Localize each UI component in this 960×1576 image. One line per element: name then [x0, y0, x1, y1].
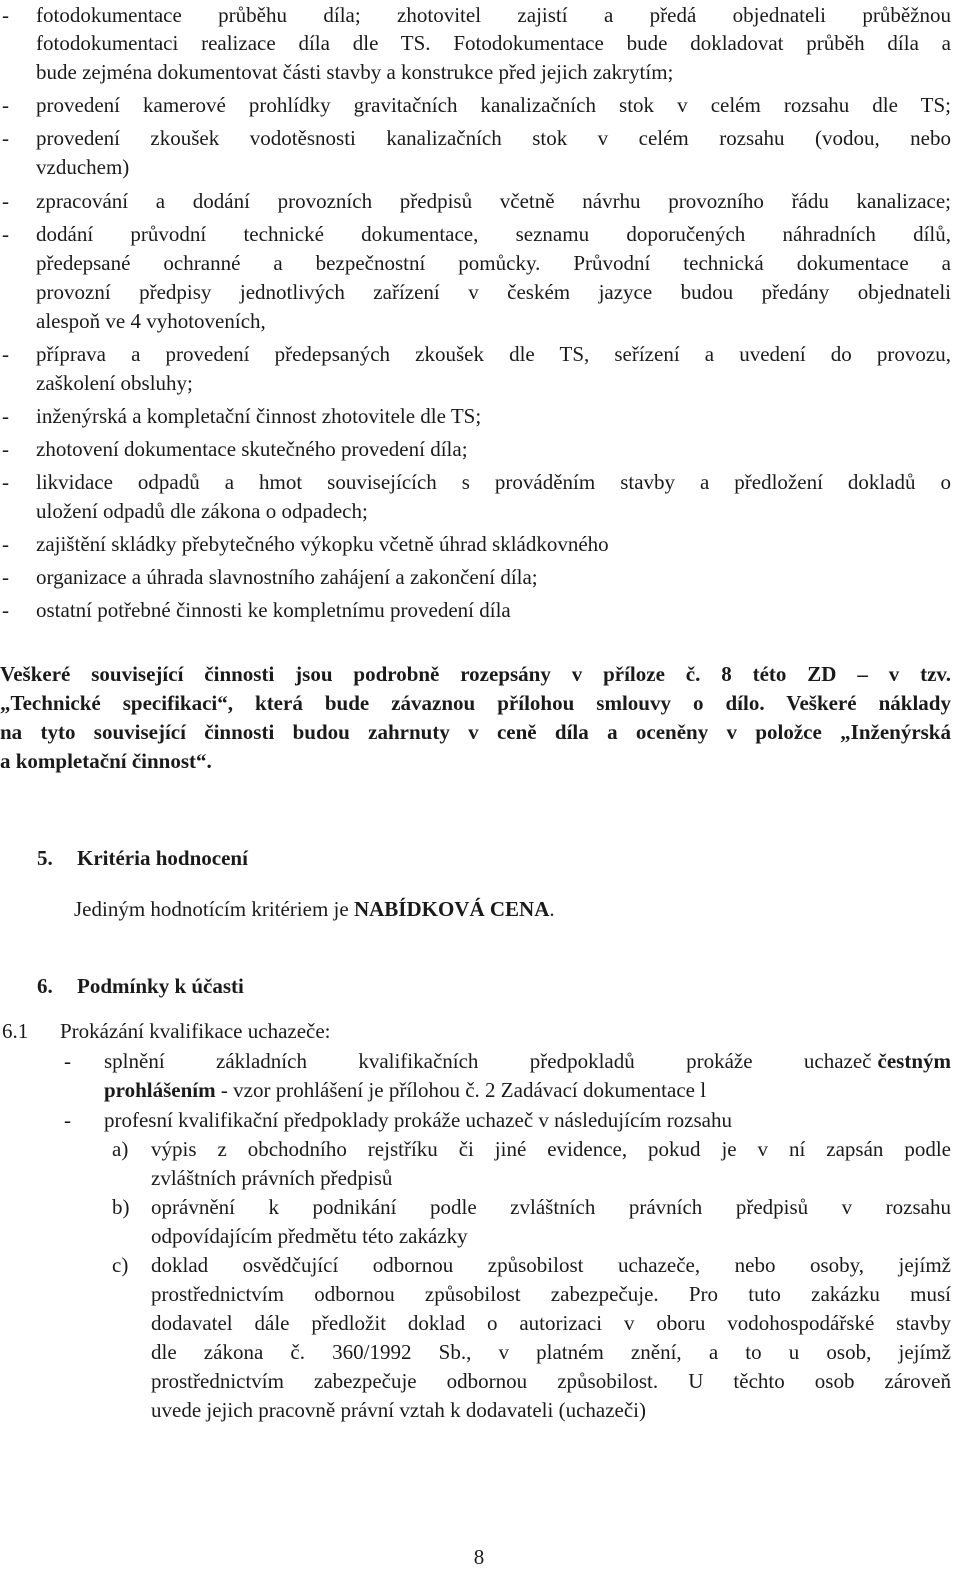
- list-dash: -: [64, 1049, 71, 1073]
- list-item-text: předepsané ochranné a bezpečnostní pomůcky. Průvodní technická dokumentace a: [36, 251, 951, 275]
- sub-item-text: prostřednictvím zabezpečuje odbornou způsobilost. U těchto osob zároveň: [151, 1369, 951, 1393]
- section-title: Kritéria hodnocení: [77, 846, 248, 870]
- page-number: [0, 1542, 960, 1572]
- sub-item-continuation: [0, 1163, 960, 1193]
- item-text: splnění základních kvalifikačních předpokladů prokáže uchazeč: [104, 1049, 872, 1073]
- bold-paragraph-line: [0, 659, 960, 689]
- list-dash: -: [2, 93, 9, 117]
- sub-item-label: b): [112, 1195, 130, 1219]
- sub-item: [0, 1192, 960, 1222]
- list-dash: -: [2, 565, 9, 589]
- sub-item-text: uvede jejich pracovně právní vztah k dodavateli (uchazeči): [151, 1398, 647, 1422]
- sub-item-continuation: [0, 1221, 960, 1251]
- list-item: [0, 90, 960, 120]
- list-item-text: zajištění skládky přebytečného výkopku včetně úhrad skládkovného: [36, 532, 609, 556]
- criterion-period: .: [549, 897, 555, 921]
- list-item: [0, 434, 960, 464]
- section-6-heading: [0, 971, 960, 1001]
- list-dash: -: [2, 3, 9, 27]
- list-item-text: fotodokumentace průběhu díla; zhotovitel zajistí a předá objednateli průběžnou: [36, 3, 951, 27]
- qualification-item: [0, 1105, 960, 1135]
- list-item: [0, 467, 960, 497]
- list-dash: -: [2, 222, 9, 246]
- section-title: Prokázání kvalifikace uchazeče:: [60, 1019, 331, 1043]
- sub-item: [0, 1134, 960, 1164]
- list-item-continuation: [0, 277, 960, 307]
- list-item-continuation: [0, 368, 960, 398]
- list-item-text: provozní předpisy jednotlivých zařízení v českém jazyce budou předány objednateli: [36, 280, 951, 304]
- list-item-text: vzduchem): [36, 155, 130, 179]
- bold-paragraph-text: Veškeré související činnosti jsou podrobně rozepsány v příloze č. 8 této ZD – v tzv.: [0, 662, 951, 686]
- sub-item-text: výpis z obchodního rejstříku či jiné evidence, pokud je v ní zapsán podle: [151, 1137, 951, 1161]
- list-item: [0, 0, 960, 30]
- bold-paragraph-text: a kompletační činnost“.: [0, 749, 212, 773]
- list-dash: -: [2, 470, 9, 494]
- sub-item-text: dodavatel dále předložit doklad o autorizaci v oboru vodohospodářské stavby: [151, 1311, 951, 1335]
- list-item-text: zhotovení dokumentace skutečného provedení díla;: [36, 437, 468, 461]
- section-5-text: [0, 894, 960, 924]
- list-dash: -: [2, 189, 9, 213]
- list-item-text: uložení odpadů dle zákona o odpadech;: [36, 499, 368, 523]
- list-item: [0, 219, 960, 249]
- list-item: [0, 186, 960, 216]
- list-item: [0, 123, 960, 153]
- list-dash: -: [2, 342, 9, 366]
- page-number-text: 8: [473, 1545, 485, 1569]
- sub-item-text: oprávnění k podnikání podle zvláštních právních předpisů v rozsahu: [151, 1195, 951, 1219]
- qualification-item: [0, 1046, 960, 1076]
- list-item-text: provedení zkoušek vodotěsnosti kanalizačních stok v celém rozsahu (vodou, nebo: [36, 126, 951, 150]
- list-item-text: bude zejména dokumentovat části stavby a konstrukce před jejich zakrytím;: [36, 60, 674, 84]
- list-item-text: zaškolení obsluhy;: [36, 371, 193, 395]
- list-item-text: [104, 1075, 706, 1105]
- list-dash: -: [64, 1108, 71, 1132]
- list-item-text: dodání průvodní technické dokumentace, seznamu doporučených náhradních dílů,: [36, 222, 951, 246]
- sub-item-continuation: [0, 1337, 960, 1367]
- section-title: Podmínky k účasti: [77, 974, 244, 998]
- list-item-text: profesní kvalifikační předpoklady prokáže uchazeč v následujícím rozsahu: [104, 1108, 733, 1132]
- list-item: [0, 339, 960, 369]
- list-item-text: alespoň ve 4 vyhotoveních,: [36, 309, 266, 333]
- list-item: [0, 562, 960, 592]
- list-item-text: zpracování a dodání provozních předpisů včetně návrhu provozního řádu kanalizace;: [36, 189, 951, 213]
- list-dash: -: [2, 532, 9, 556]
- sub-item-continuation: [0, 1308, 960, 1338]
- list-item-text: organizace a úhrada slavnostního zahájení a zakončení díla;: [36, 565, 538, 589]
- list-item-text: provedení kamerové prohlídky gravitačních kanalizačních stok v celém rozsahu dle TS;: [36, 93, 951, 117]
- section-6-1-heading: [0, 1016, 960, 1046]
- list-item-text: příprava a provedení předepsaných zkoušek dle TS, seřízení a uvedení do provozu,: [36, 342, 951, 366]
- sub-item-continuation: [0, 1395, 960, 1425]
- list-dash: -: [2, 404, 9, 428]
- sub-item-label: a): [112, 1137, 129, 1161]
- bold-paragraph-line: [0, 688, 960, 718]
- list-item: [0, 401, 960, 431]
- list-item: [0, 529, 960, 559]
- list-dash: -: [2, 598, 9, 622]
- list-item-text: [104, 1046, 951, 1076]
- item-text: - vzor prohlášení je přílohou č. 2 Zadávací dokumentace l: [215, 1078, 707, 1102]
- list-dash: -: [2, 126, 9, 150]
- list-item-text: fotodokumentaci realizace díla dle TS. Fotodokumentace bude dokladovat průběh díla a: [36, 31, 951, 55]
- section-number: 5.: [37, 846, 53, 870]
- list-item-continuation: [0, 152, 960, 182]
- list-item-continuation: [0, 306, 960, 336]
- list-item-continuation: [0, 496, 960, 526]
- sub-item-continuation: [0, 1279, 960, 1309]
- criterion-emphasis: NABÍDKOVÁ CENA: [353, 897, 550, 921]
- list-item-text: inženýrská a kompletační činnost zhotovitele dle TS;: [36, 404, 482, 428]
- section-number: 6.: [37, 974, 53, 998]
- sub-item-text: dle zákona č. 360/1992 Sb., v platném znění, a to u osob, jejímž: [151, 1340, 951, 1364]
- section-number: 6.1: [2, 1019, 29, 1043]
- list-dash: -: [2, 437, 9, 461]
- sub-item-label: c): [112, 1253, 129, 1277]
- sub-item-continuation: [0, 1366, 960, 1396]
- sub-item: [0, 1250, 960, 1280]
- item-emphasis: prohlášením: [104, 1078, 216, 1102]
- qualification-item-continuation: [0, 1075, 960, 1105]
- bold-paragraph-text: na tyto související činnosti budou zahrnuty v ceně díla a oceněny v položce „Inženýrská: [0, 720, 951, 744]
- bold-paragraph-text: „Technické specifikaci“, která bude závaznou přílohou smlouvy o dílo. Veškeré náklady: [0, 691, 951, 715]
- list-item-continuation: [0, 57, 960, 87]
- list-item-text: ostatní potřebné činnosti ke kompletnímu provedení díla: [36, 598, 511, 622]
- sub-item-text: prostřednictvím odbornou způsobilost zabezpečuje. Pro tuto zakázku musí: [151, 1282, 951, 1306]
- sub-item-text: odpovídajícím předmětu této zakázky: [151, 1224, 468, 1248]
- sub-item-text: doklad osvědčující odbornou způsobilost uchazeče, nebo osoby, jejímž: [151, 1253, 951, 1277]
- item-emphasis: čestným: [877, 1049, 951, 1073]
- list-item-continuation: [0, 248, 960, 278]
- criterion-sentence: [74, 894, 555, 924]
- bold-paragraph-line: [0, 746, 960, 776]
- bold-paragraph-line: [0, 717, 960, 747]
- criterion-text: Jediným hodnotícím kritériem je: [74, 897, 354, 921]
- list-item-continuation: [0, 28, 960, 58]
- list-item: [0, 595, 960, 625]
- section-5-heading: [0, 843, 960, 873]
- sub-item-text: zvláštních právních předpisů: [151, 1166, 393, 1190]
- list-item-text: likvidace odpadů a hmot souvisejících s prováděním stavby a předložení dokladů o: [36, 470, 951, 494]
